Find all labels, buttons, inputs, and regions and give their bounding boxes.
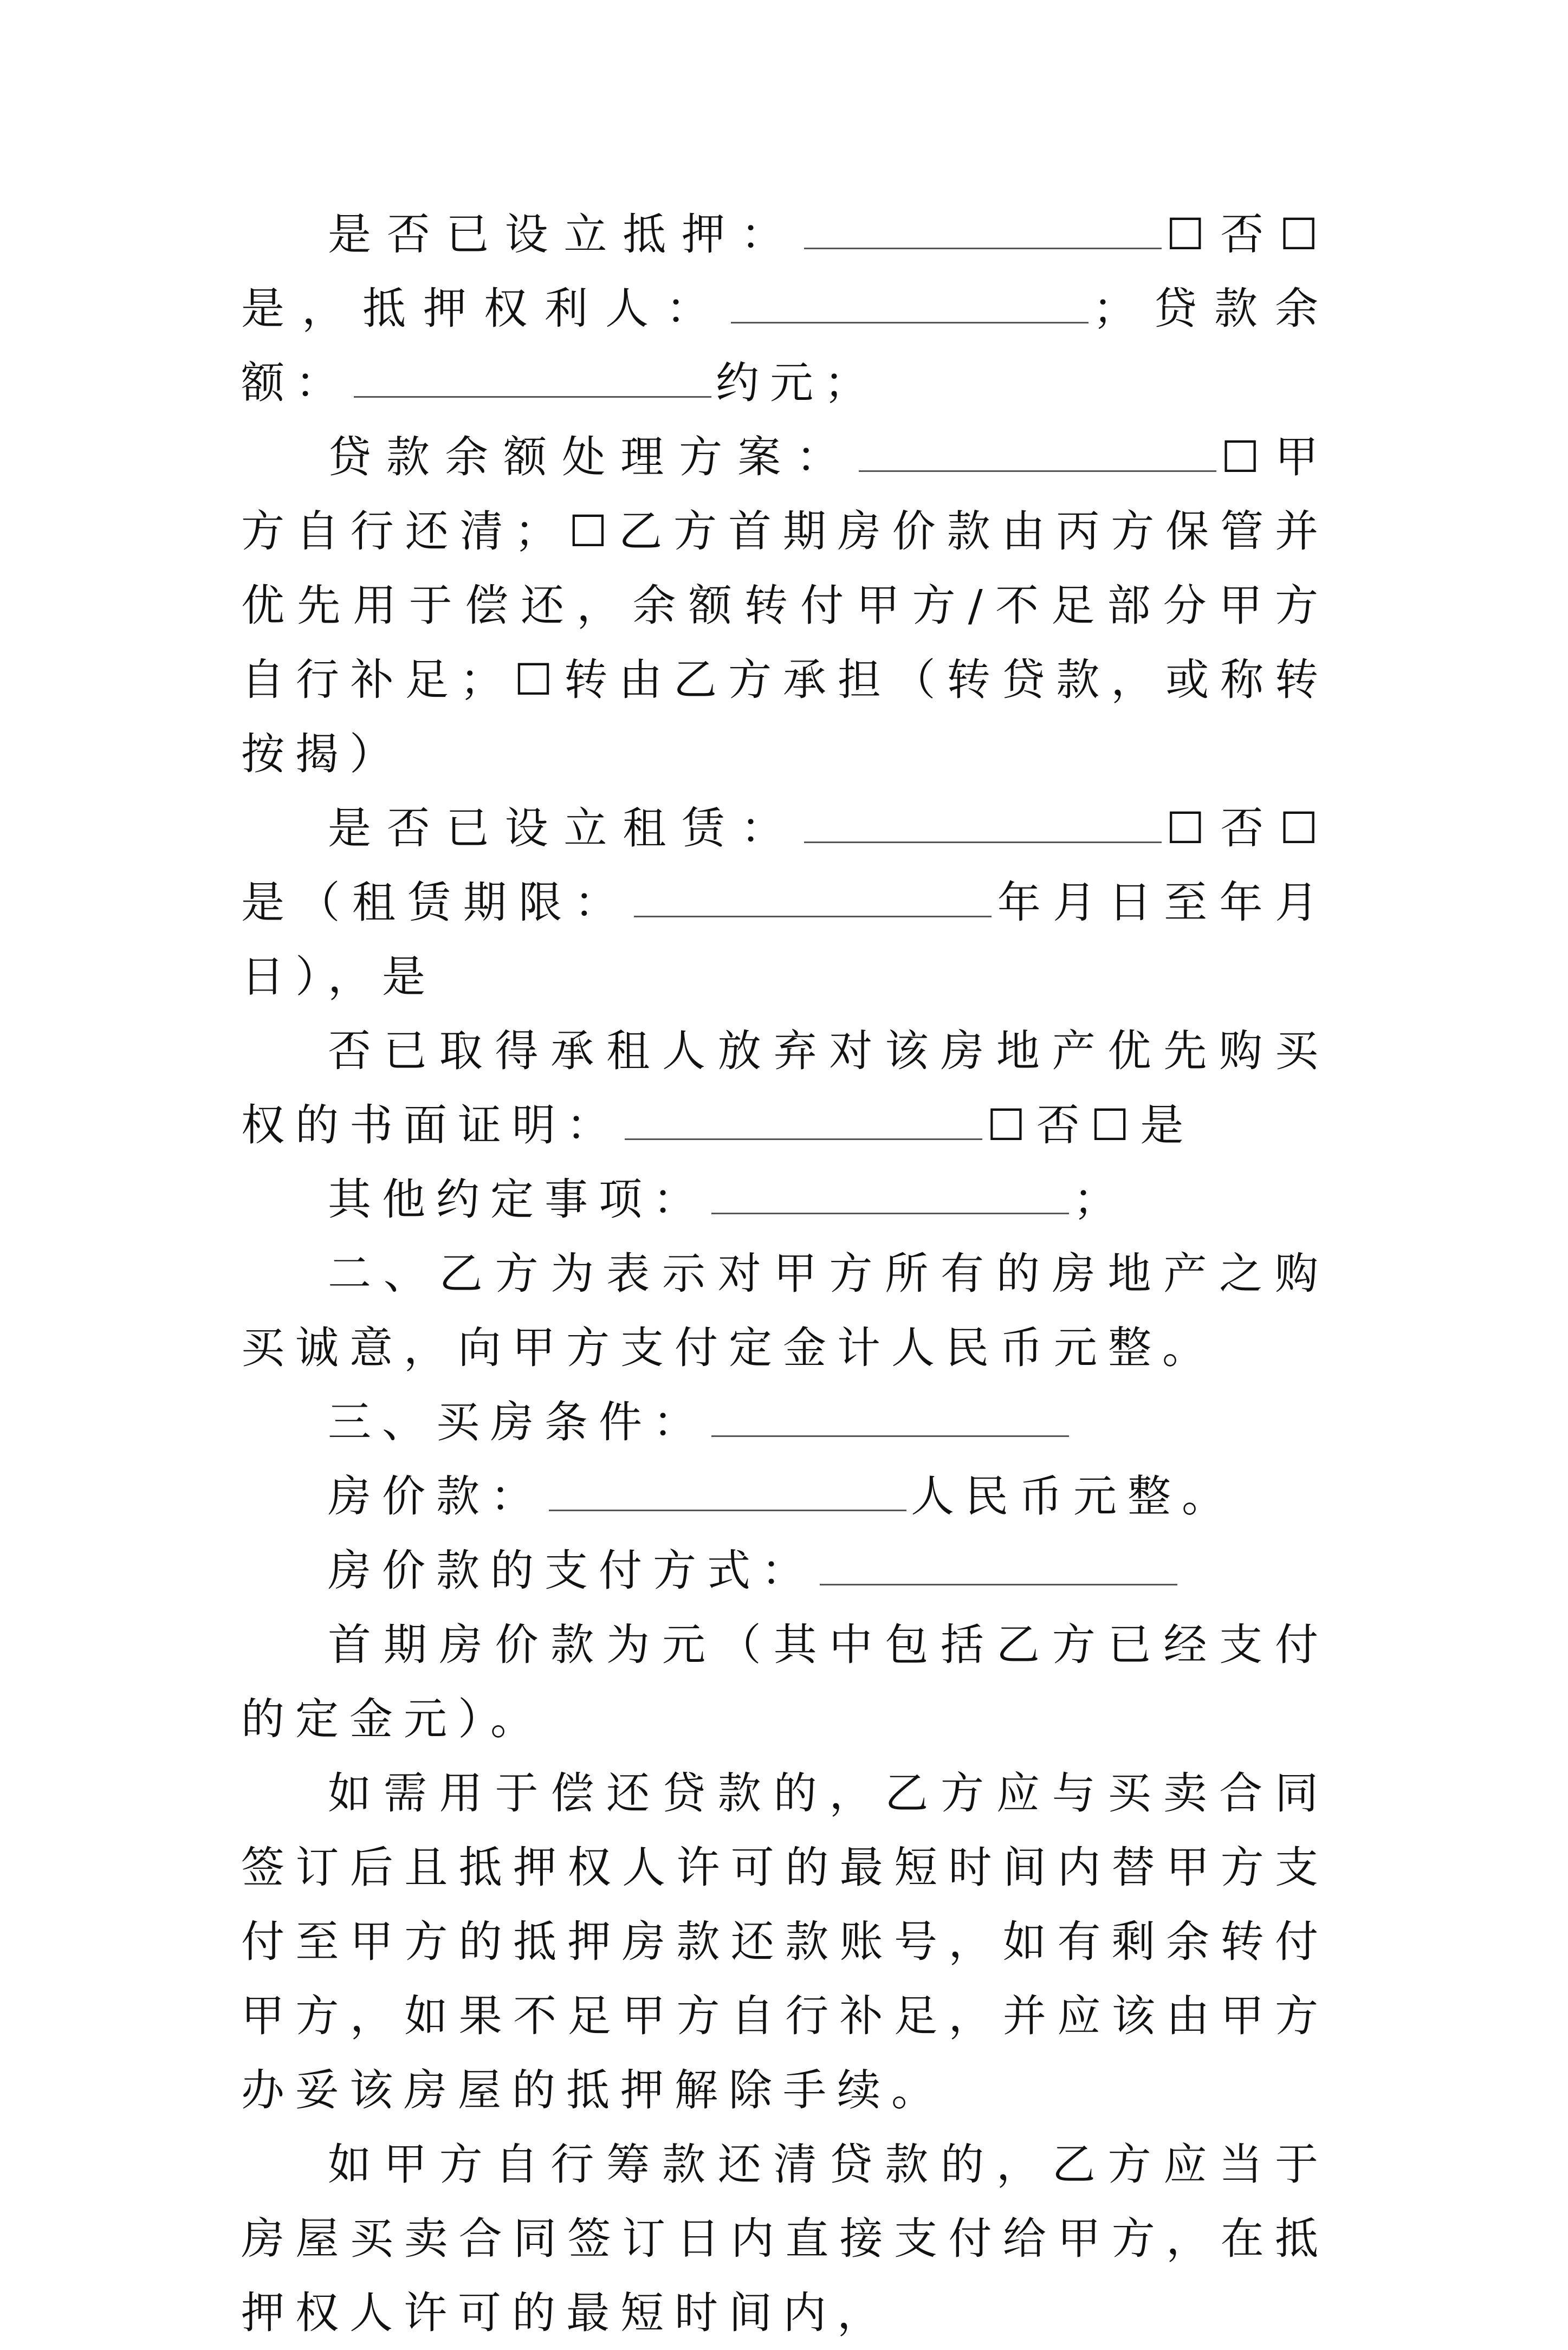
- paragraph-text: ☐否☐是（租赁期限：: [241, 803, 1330, 928]
- paragraph: [241, 1014, 1329, 1162]
- paragraph: [241, 1162, 1329, 1236]
- fill-in-blank: [804, 810, 1162, 843]
- paragraph-text: ；贷款余额：: [241, 283, 1329, 408]
- paragraph: [241, 1533, 1329, 1608]
- fill-in-blank: [634, 884, 992, 917]
- paragraph-text: ☐否☐是，抵押权利人：: [241, 209, 1330, 334]
- paragraph: [241, 420, 1329, 791]
- fill-in-blank: [549, 1478, 906, 1511]
- paragraph: [241, 1385, 1329, 1459]
- paragraph: [241, 1756, 1329, 2127]
- paragraph: [241, 1236, 1329, 1385]
- paragraph-text: 首期房价款为元（其中包括乙方已经支付的定金元）。: [241, 1620, 1329, 1744]
- fill-in-blank: [711, 1404, 1069, 1437]
- paragraph: [241, 791, 1329, 1014]
- fill-in-blank: [354, 365, 711, 398]
- fill-in-blank: [804, 216, 1162, 249]
- fill-in-blank: [731, 290, 1088, 323]
- fill-in-blank: [711, 1181, 1069, 1214]
- document-page: [241, 197, 1329, 2350]
- fill-in-blank: [820, 1552, 1177, 1585]
- fill-in-blank: [859, 439, 1216, 472]
- fill-in-blank: [625, 1107, 982, 1140]
- paragraph: [241, 1608, 1329, 1756]
- paragraph: [241, 1459, 1329, 1533]
- paragraph-text: 如甲方自行筹款还清贷款的，乙方应当于房屋买卖合同签订日内直接支付给甲方，在抵押权人许可的最短时间内，: [241, 2139, 1329, 2338]
- paragraph-text: 房价款的支付方式：: [328, 1545, 815, 1596]
- paragraph-text: 年月日至年月日），是: [241, 877, 1330, 1002]
- paragraph-text: 是否已设立租赁：: [328, 803, 800, 853]
- paragraph-text: 三、买房条件：: [328, 1397, 707, 1447]
- paragraph-text: 房价款：: [328, 1471, 545, 1522]
- paragraph-text: 如需用于偿还贷款的，乙方应与买卖合同签订后且抵押权人许可的最短时间内替甲方支付至甲方的抵押房款还款账号，如有剩余转付甲方，如果不足甲方自行补足，并应该由甲方办妥该房屋的抵押解除手续。: [241, 1768, 1329, 2115]
- paragraph-text: ☐否☐是: [987, 1100, 1195, 1150]
- paragraph-text: ☐甲方自行还清；☐乙方首期房价款由丙方保管并优先用于偿还，余额转付甲方/不足部分甲方自行补足；☐转由乙方承担（转贷款，或称转按揭）: [241, 432, 1330, 779]
- paragraph-text: 人民币元整。: [911, 1471, 1236, 1522]
- paragraph-text: ；: [1073, 1174, 1128, 1225]
- paragraph-text: 约元；: [716, 358, 878, 408]
- paragraph: [241, 2127, 1329, 2350]
- paragraph-text: 其他约定事项：: [328, 1174, 707, 1225]
- paragraph-text: 二、乙方为表示对甲方所有的房地产之购买诚意，向甲方支付定金计人民币元整。: [241, 1248, 1329, 1373]
- paragraph: [241, 197, 1329, 420]
- paragraph-text: 是否已设立抵押：: [328, 209, 800, 260]
- paragraph-text: 贷款余额处理方案：: [328, 432, 855, 482]
- paragraph-text: 否已取得承租人放弃对该房地产优先购买权的书面证明：: [241, 1026, 1329, 1150]
